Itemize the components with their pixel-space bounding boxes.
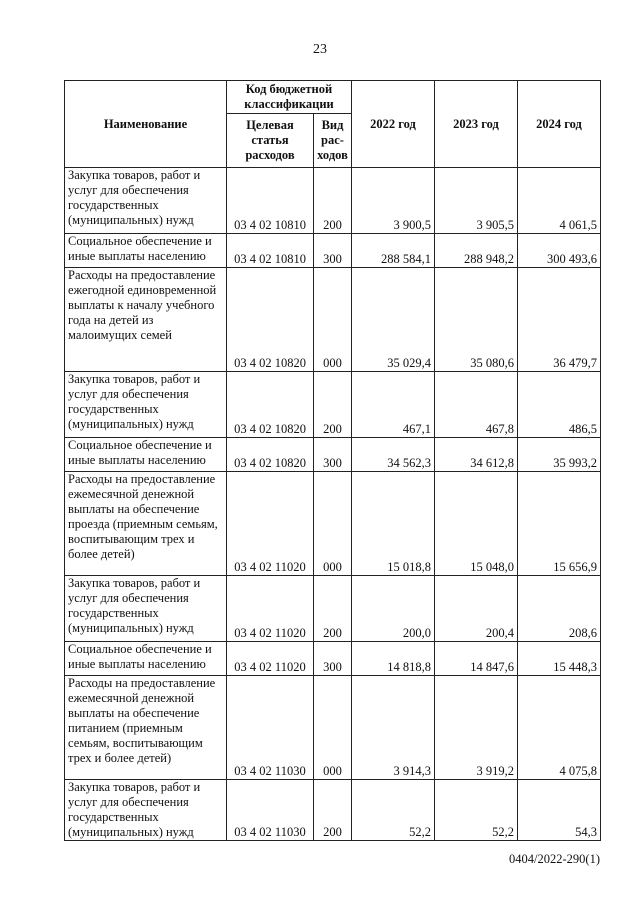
row-target-code: 03 4 02 10810	[227, 234, 314, 268]
row-value-2022: 52,2	[352, 780, 435, 841]
table-row	[65, 234, 601, 268]
row-value-2024: 54,3	[518, 780, 601, 841]
table-row	[65, 372, 601, 438]
header-2022: 2022 год	[352, 81, 435, 168]
row-target-code: 03 4 02 10820	[227, 268, 314, 372]
header-2023: 2023 год	[435, 81, 518, 168]
row-name: Закупка товаров, работ и услуг для обеспечения государственных (муниципальных) нужд	[65, 372, 227, 438]
row-value-2024: 36 479,7	[518, 268, 601, 372]
row-target-code: 03 4 02 10820	[227, 372, 314, 438]
row-value-2023: 15 048,0	[435, 472, 518, 576]
row-value-2022: 467,1	[352, 372, 435, 438]
row-value-2023: 288 948,2	[435, 234, 518, 268]
row-name: Закупка товаров, работ и услуг для обеспечения государственных (муниципальных) нужд	[65, 576, 227, 642]
row-expense-type: 200	[314, 372, 352, 438]
row-value-2024: 15 448,3	[518, 642, 601, 676]
row-value-2022: 15 018,8	[352, 472, 435, 576]
row-value-2023: 3 905,5	[435, 168, 518, 234]
header-code-group: Код бюджетной классификации	[227, 81, 352, 114]
row-name: Социальное обеспечение и иные выплаты населению	[65, 642, 227, 676]
row-name: Расходы на предоставление ежегодной единовременной выплаты к началу учебного года на детей из малоимущих семей	[65, 268, 227, 372]
row-value-2023: 467,8	[435, 372, 518, 438]
row-expense-type: 200	[314, 168, 352, 234]
table-row	[65, 642, 601, 676]
row-target-code: 03 4 02 11030	[227, 676, 314, 780]
table-row	[65, 780, 601, 841]
table-row	[65, 438, 601, 472]
row-value-2024: 35 993,2	[518, 438, 601, 472]
row-value-2022: 34 562,3	[352, 438, 435, 472]
row-target-code: 03 4 02 10820	[227, 438, 314, 472]
table-row	[65, 472, 601, 576]
row-target-code: 03 4 02 11020	[227, 472, 314, 576]
row-expense-type: 300	[314, 438, 352, 472]
header-target: Целевая статья расходов	[227, 114, 314, 168]
row-expense-type: 000	[314, 472, 352, 576]
row-expense-type: 300	[314, 642, 352, 676]
row-value-2024: 208,6	[518, 576, 601, 642]
row-value-2023: 14 847,6	[435, 642, 518, 676]
row-value-2023: 34 612,8	[435, 438, 518, 472]
table-row	[65, 268, 601, 372]
table-row	[65, 168, 601, 234]
row-expense-type: 200	[314, 576, 352, 642]
budget-table	[64, 80, 601, 841]
row-value-2023: 3 919,2	[435, 676, 518, 780]
row-target-code: 03 4 02 10810	[227, 168, 314, 234]
row-value-2022: 3 914,3	[352, 676, 435, 780]
row-target-code: 03 4 02 11020	[227, 642, 314, 676]
row-value-2022: 200,0	[352, 576, 435, 642]
table-row	[65, 676, 601, 780]
row-value-2024: 4 061,5	[518, 168, 601, 234]
row-expense-type: 000	[314, 676, 352, 780]
document-code: 0404/2022-290(1)	[509, 852, 600, 866]
table-body	[65, 168, 601, 841]
row-value-2022: 288 584,1	[352, 234, 435, 268]
row-value-2023: 52,2	[435, 780, 518, 841]
row-name: Социальное обеспечение и иные выплаты населению	[65, 234, 227, 268]
page-number: 23	[313, 42, 327, 57]
row-target-code: 03 4 02 11020	[227, 576, 314, 642]
header-type: Вид рас-ходов	[314, 114, 352, 168]
row-name: Закупка товаров, работ и услуг для обеспечения государственных (муниципальных) нужд	[65, 168, 227, 234]
header-name: Наименование	[65, 81, 227, 168]
row-value-2022: 3 900,5	[352, 168, 435, 234]
row-name: Закупка товаров, работ и услуг для обеспечения государственных (муниципальных) нужд	[65, 780, 227, 841]
row-value-2023: 200,4	[435, 576, 518, 642]
row-name: Социальное обеспечение и иные выплаты населению	[65, 438, 227, 472]
row-name: Расходы на предоставление ежемесячной денежной выплаты на обеспечение питанием (приемным семьям, воспитывающим трех и более детей)	[65, 676, 227, 780]
row-value-2024: 486,5	[518, 372, 601, 438]
row-expense-type: 200	[314, 780, 352, 841]
row-target-code: 03 4 02 11030	[227, 780, 314, 841]
row-expense-type: 000	[314, 268, 352, 372]
table-header	[65, 81, 601, 168]
row-expense-type: 300	[314, 234, 352, 268]
row-value-2024: 4 075,8	[518, 676, 601, 780]
row-name: Расходы на предоставление ежемесячной денежной выплаты на обеспечение проезда (приемным семьям, воспитывающим трех и более детей)	[65, 472, 227, 576]
row-value-2023: 35 080,6	[435, 268, 518, 372]
header-2024: 2024 год	[518, 81, 601, 168]
row-value-2024: 300 493,6	[518, 234, 601, 268]
table-row	[65, 576, 601, 642]
row-value-2022: 14 818,8	[352, 642, 435, 676]
row-value-2024: 15 656,9	[518, 472, 601, 576]
row-value-2022: 35 029,4	[352, 268, 435, 372]
